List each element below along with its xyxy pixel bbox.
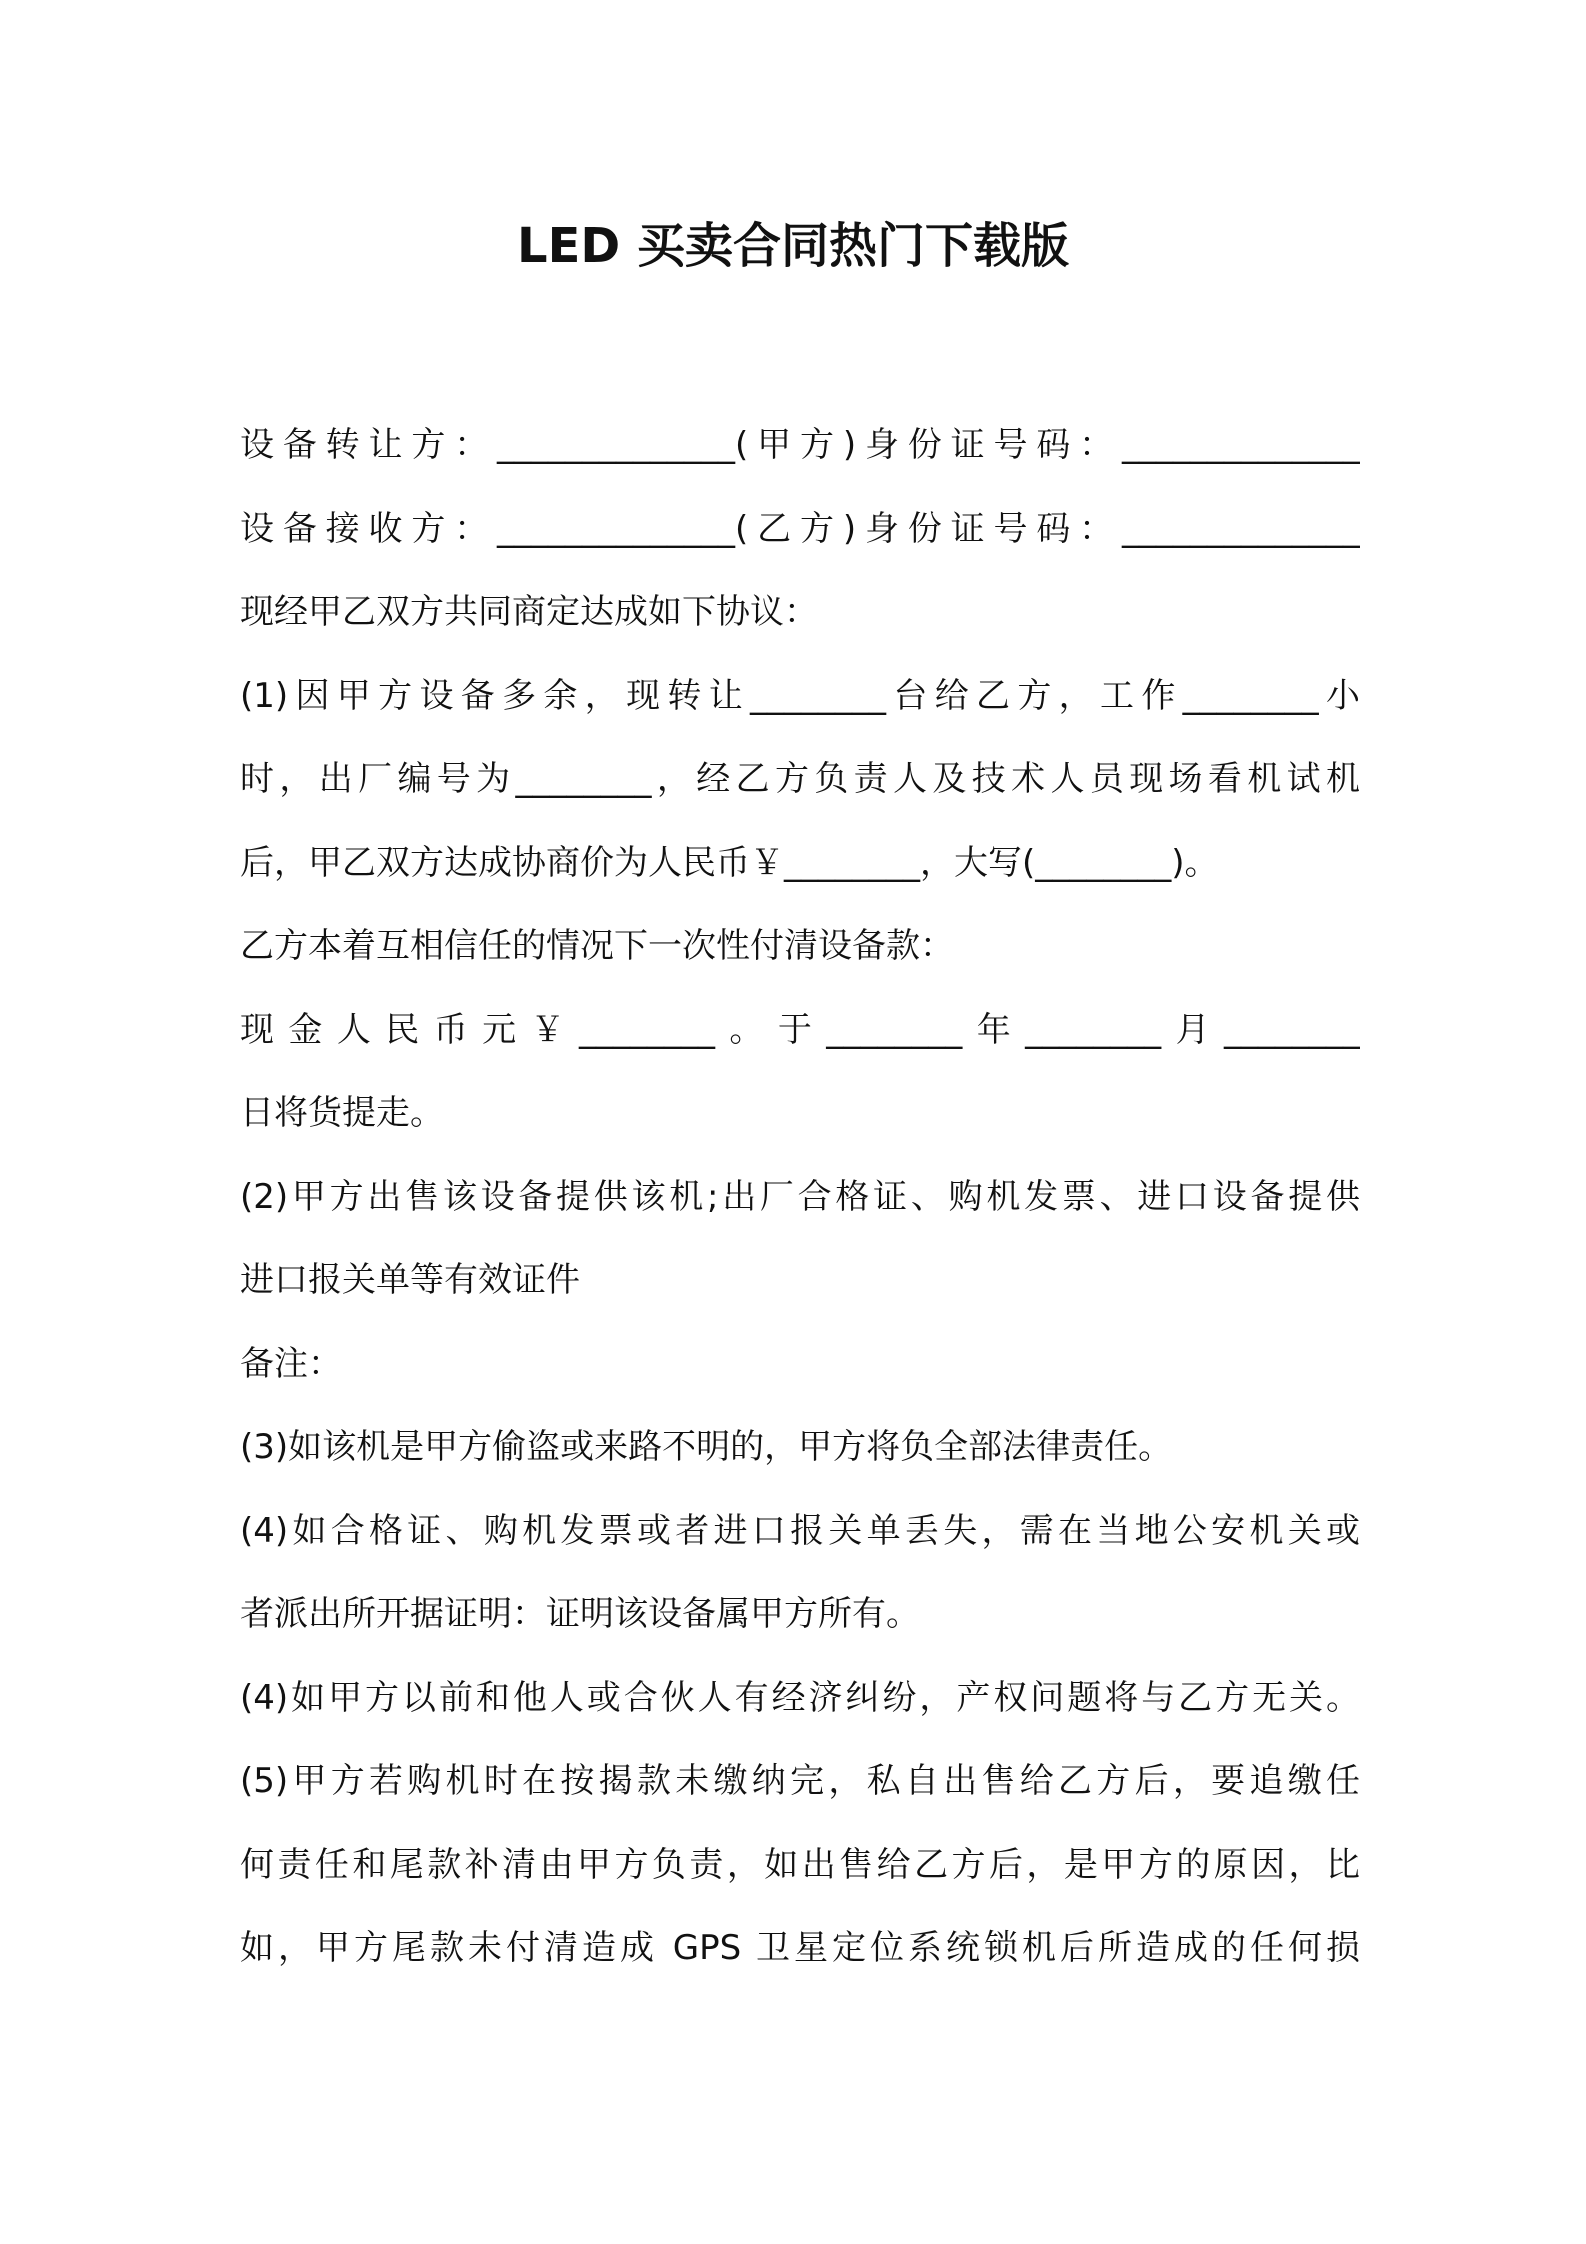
clause-2-line-1: (2)甲方出售该设备提供该机;出厂合格证、购机发票、进口设备提供 (240, 1176, 1360, 1217)
clause-5-line-3: 如，甲方尾款未付清造成 GPS 卫星定位系统锁机后所造成的任何损 (240, 1928, 1360, 1968)
clause-4b-line: (4)如甲方以前和他人或合伙人有经济纠纷，产权问题将与乙方无关。 (240, 1677, 1360, 1718)
transferor-line: 设备转让方：______________(甲方)身份证号码：______________ (240, 425, 1360, 465)
clause-5-line-2: 何责任和尾款补清由甲方负责，如出售给乙方后，是甲方的原因，比 (240, 1844, 1360, 1885)
clause-3-line: (3)如该机是甲方偷盗或来路不明的，甲方将负全部法律责任。 (240, 1427, 1173, 1467)
clause-2-line-2: 进口报关单等有效证件 (240, 1260, 580, 1300)
clause-1-line-2: 时，出厂编号为________，经乙方负责人及技术人员现场看机试机 (240, 759, 1360, 799)
remarks-label: 备注： (240, 1343, 342, 1384)
clause-4a-line-1: (4)如合格证、购机发票或者进口报关单丢失，需在当地公安机关或 (240, 1510, 1360, 1551)
clause-5-line-1: (5)甲方若购机时在按揭款未缴纳完，私自出售给乙方后，要追缴任 (240, 1761, 1360, 1801)
receiver-line: 设备接收方：______________(乙方)身份证号码：______________ (240, 508, 1360, 549)
agreement-intro: 现经甲乙双方共同商定达成如下协议： (240, 592, 818, 632)
payment-line: 乙方本着互相信任的情况下一次性付清设备款： (240, 926, 954, 966)
cash-date-line: 现金人民币元￥________。于________年________月________ (240, 1009, 1360, 1050)
clause-1-line-1: (1)因甲方设备多余，现转让________台给乙方，工作________小 (240, 675, 1360, 716)
pickup-line: 日将货提走。 (240, 1093, 444, 1133)
document-title: LED 买卖合同热门下载版 (517, 218, 1069, 274)
clause-1-line-3: 后，甲乙双方达成协商价为人民币￥________，大写(________)。 (240, 842, 1219, 883)
contract-body (240, 404, 1360, 1991)
clause-4a-line-2: 者派出所开据证明：证明该设备属甲方所有。 (240, 1594, 920, 1634)
